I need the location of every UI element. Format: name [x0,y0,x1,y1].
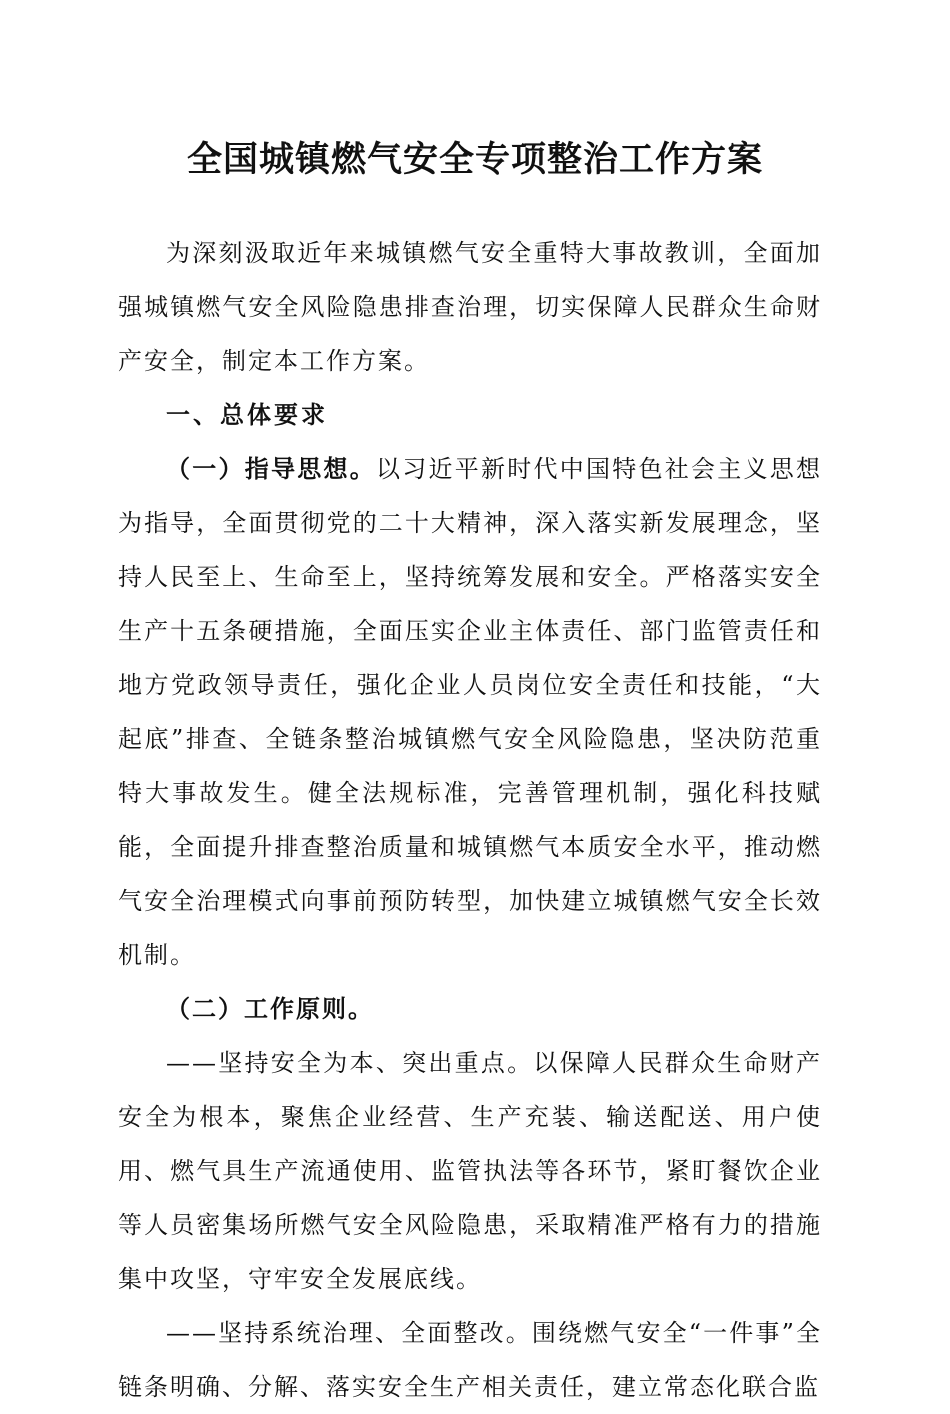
guiding-ideology-label: （一）指导思想。 [166,454,376,483]
work-principles-label: （二）工作原则。 [166,994,374,1023]
document-title: 全国城镇燃气安全专项整治工作方案 [186,139,763,180]
document-body [118,226,822,1414]
principle-systematic-governance-paragraph: ——坚持系统治理、全面整改。围绕燃气安全“一件事”全链条明确、分解、落实安全生产相关责任，建立常态化联合监 [118,1319,822,1401]
guiding-ideology-text: 以习近平新时代中国特色社会主义思想为指导，全面贯彻党的二十大精神，深入落实新发展理念，坚持人民至上、生命至上，坚持统筹发展和安全。严格落实安全生产十五条硬措施，全面压实企业主体责任、部门监管责任和地方党政领导责任，强化企业人员岗位安全责任和技能，“大起底”排查、全链条整治城镇燃气安全风险隐患，坚决防范重特大事故发生。健全法规标准，完善管理机制，强化科技赋能，全面提升排查整治质量和城镇燃气本质安全水平，推动燃气安全治理模式向事前预防转型，加快建立城镇燃气安全长效机制。 [118,455,822,969]
principle-safety-first-paragraph: ——坚持安全为本、突出重点。以保障人民群众生命财产安全为根本，聚焦企业经营、生产充装、输送配送、用户使用、燃气具生产流通使用、监管执法等各环节，紧盯餐饮企业等人员密集场所燃气安全风险隐患，采取精准严格有力的措施集中攻坚，守牢安全发展底线。 [118,1049,822,1293]
section-heading-general-requirements: 一、总体要求 [166,401,328,429]
intro-paragraph: 为深刻汲取近年来城镇燃气安全重特大事故教训，全面加强城镇燃气安全风险隐患排查治理，切实保障人民群众生命财产安全，制定本工作方案。 [118,239,822,375]
work-principles-paragraph [118,982,822,1036]
guiding-ideology-paragraph [118,442,822,982]
